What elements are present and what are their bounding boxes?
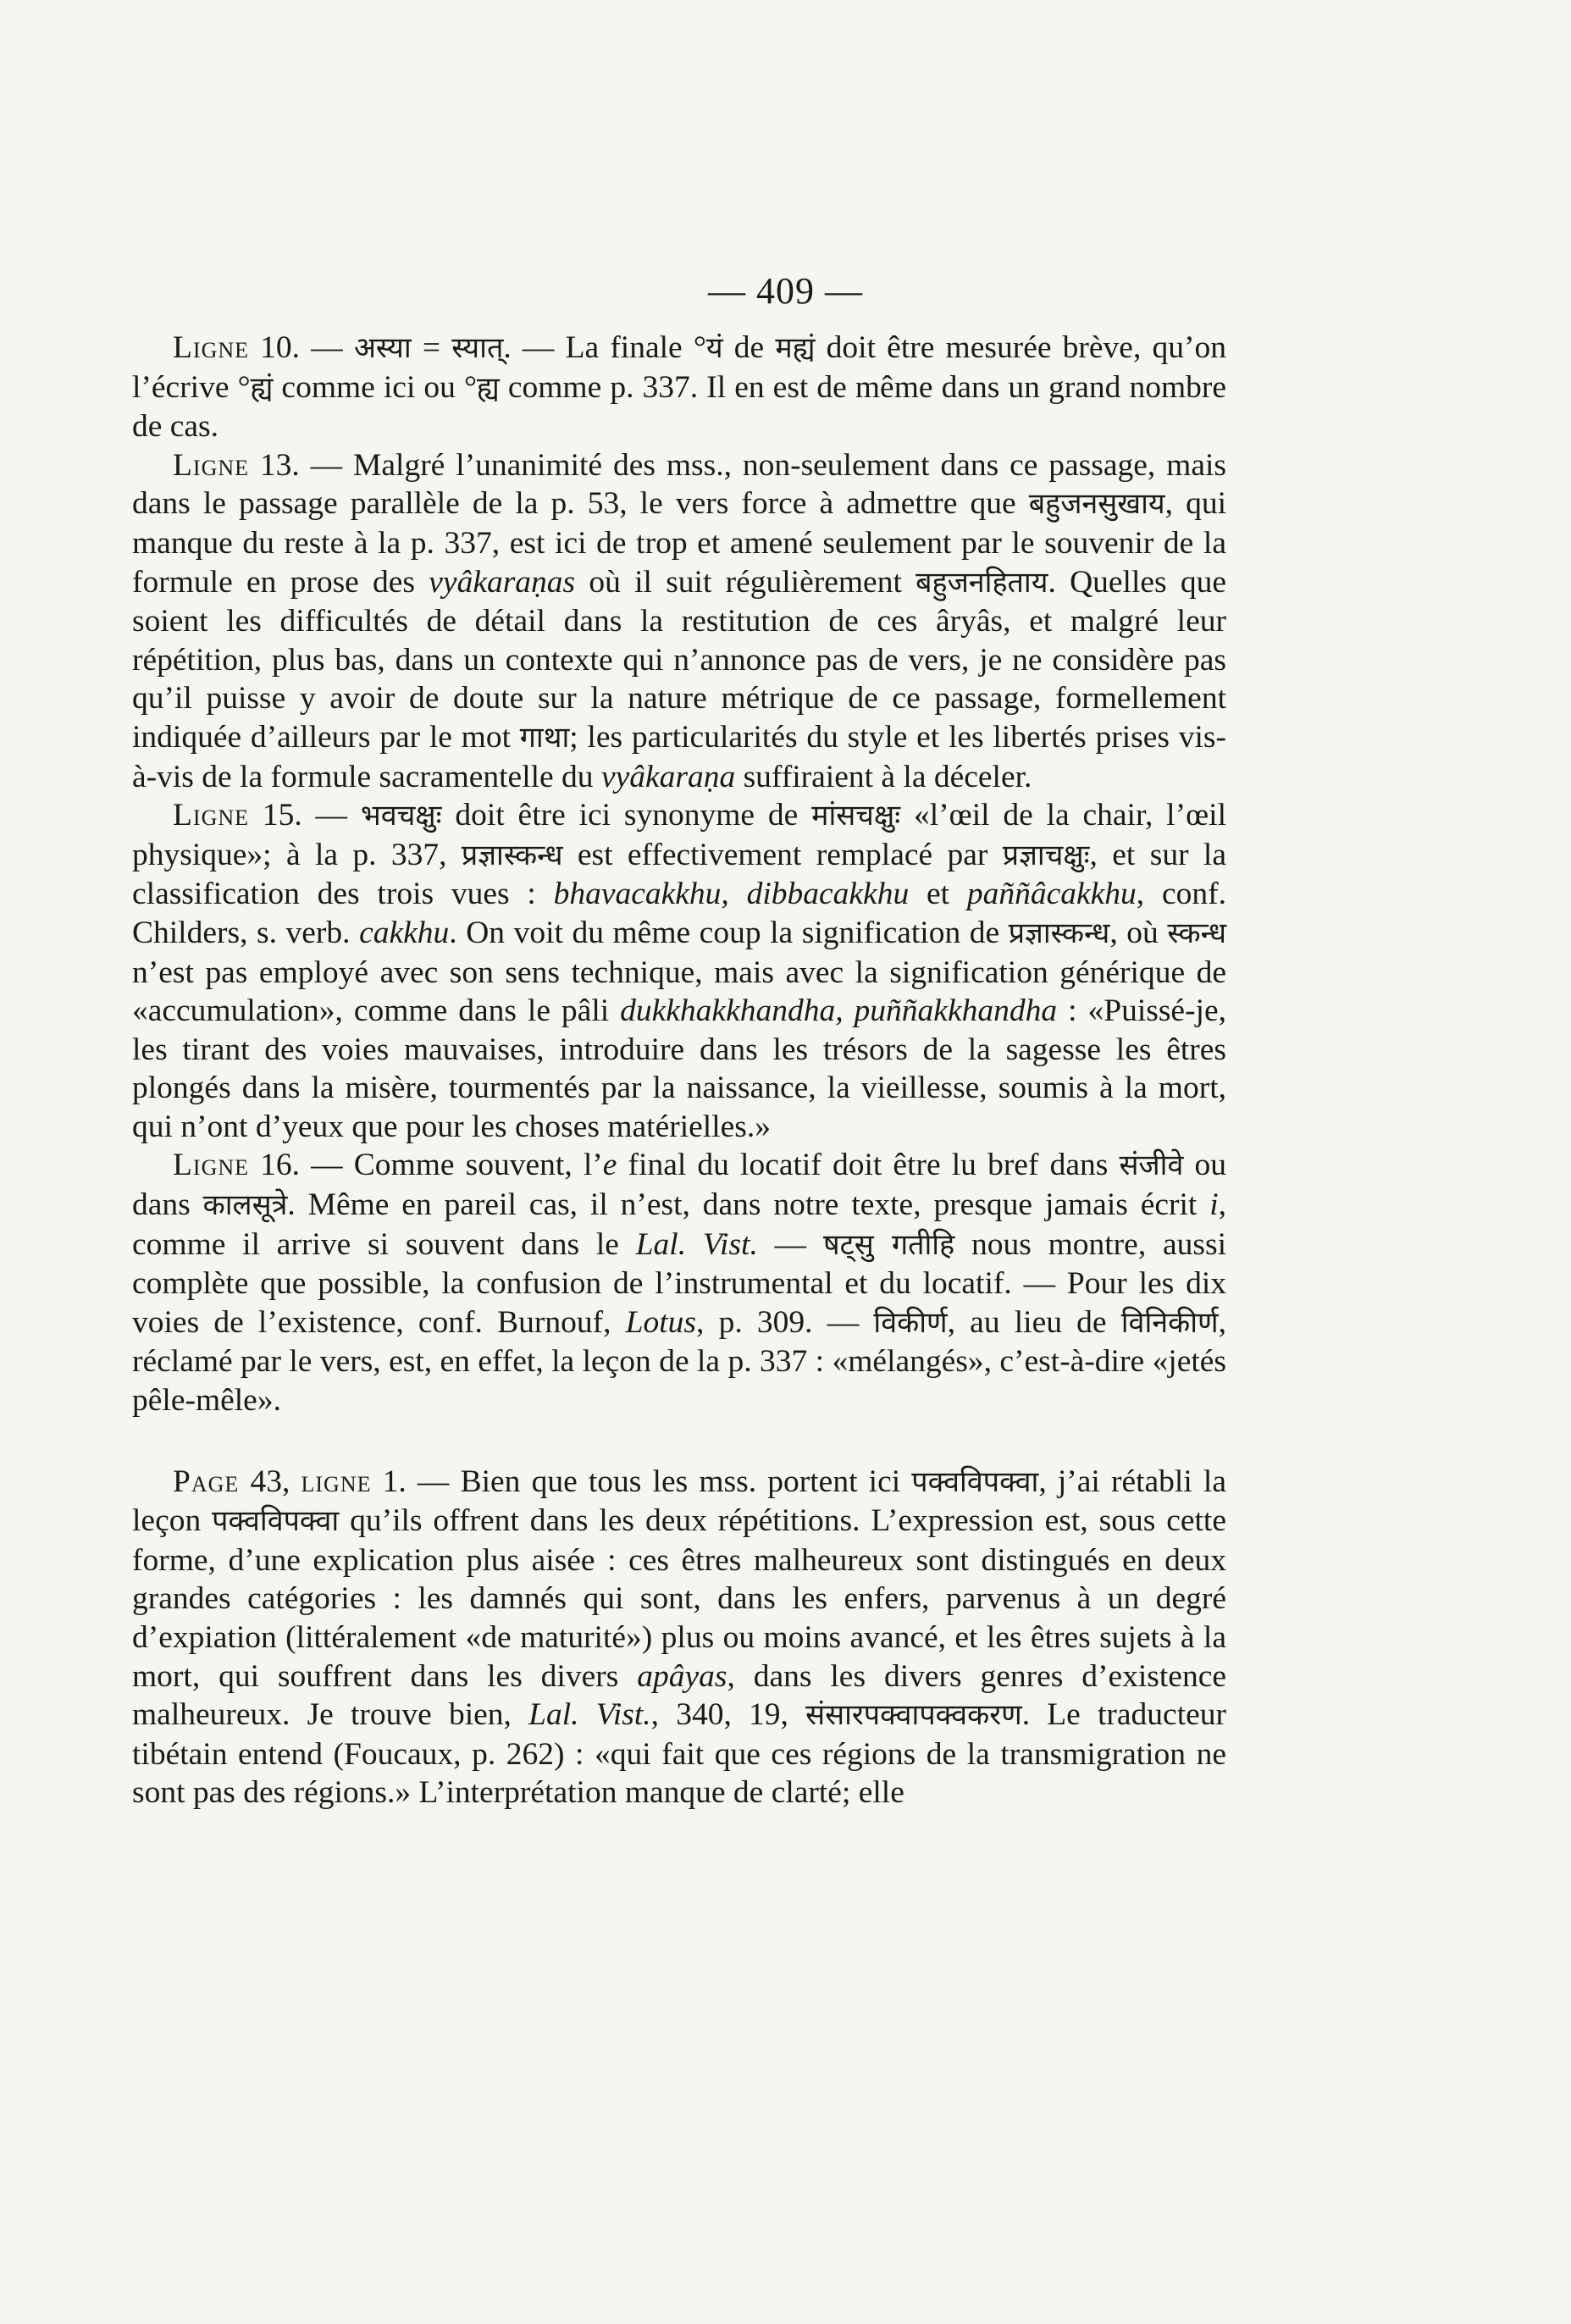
devanagari-term: संसारपक्वापक्वकरण	[805, 1698, 1022, 1733]
devanagari-term: ह्य	[477, 370, 500, 405]
italic-term: Lotus	[625, 1304, 697, 1340]
text-run: , et sur la classification des trois vues :	[132, 837, 1226, 912]
text-run: et	[909, 877, 967, 912]
text-run: =	[411, 330, 452, 365]
text-run: qu’ils offrent dans les deux répétitions. L’expression est, sous cette forme, d’une explication plus aisée : ces êtres malheureux sont distingués en deux grandes catégories : les damnés qui sont, dans les enfers, parvenus à un degré d’expiation (littéralement «de maturité») plus ou moins avancé, et les êtres sujets à la mort, qui souffrent dans les divers	[132, 1503, 1226, 1694]
text-run: 1. — Bien que tous les mss. portent ici	[371, 1464, 912, 1499]
italic-term: Lal. Vist.	[528, 1697, 651, 1733]
devanagari-term: प्रज्ञास्कन्ध	[461, 838, 563, 872]
text-run: , au lieu de	[947, 1304, 1121, 1340]
devanagari-term: गाथा	[519, 720, 570, 755]
label: Ligne	[173, 330, 249, 365]
devanagari-term: मह्यं	[775, 331, 816, 365]
devanagari-term: बहुजनसुखाय	[1028, 487, 1165, 522]
paragraph-ligne-16	[132, 1146, 1226, 1419]
devanagari-term: पक्वविपक्वा	[212, 1504, 340, 1539]
devanagari-term: बहुजनहिताय	[915, 565, 1048, 600]
text-run: 15. —	[249, 798, 361, 833]
text-run: . Même en pareil cas, il n’est, dans notre texte, presque jamais écrit	[287, 1187, 1210, 1223]
text-run: 13. — Malgré l’unanimité des mss., non-seulement dans ce passage, mais dans le passage parallèle de la p. 53, le vers force à admettre que	[132, 447, 1226, 522]
devanagari-term: भवचक्षुः	[360, 799, 442, 833]
paragraph-page-43-ligne-1	[132, 1463, 1226, 1812]
devanagari-term: संजीवे	[1119, 1148, 1184, 1183]
text-run: ; les particularités du style et les libertés prises vis-à-vis de la formule sacramentelle du	[132, 719, 1226, 794]
devanagari-term: पक्वविपक्वा	[911, 1464, 1039, 1499]
devanagari-term: अस्या	[353, 331, 412, 365]
text-run: 43,	[239, 1464, 301, 1499]
label: Ligne	[173, 1148, 249, 1183]
text-run: 10. —	[249, 330, 354, 365]
paragraph-ligne-10	[132, 329, 1226, 446]
text-run: , j’ai rétabli la leçon	[132, 1464, 1226, 1539]
devanagari-term: यं	[705, 331, 723, 365]
paragraph-ligne-13	[132, 446, 1226, 796]
text-run: 16. — Comme souvent, l’	[249, 1148, 603, 1183]
devanagari-term: विकीर्ण	[873, 1305, 948, 1340]
italic-term: e	[602, 1148, 617, 1183]
italic-term: apâyas	[637, 1658, 727, 1694]
text-run: nous montre, aussi complète que possible, la confusion de l’instrumental et du locatif. — Pour les dix voies de l’existence, conf. Burnouf,	[132, 1226, 1226, 1340]
devanagari-term: स्कन्ध	[1167, 916, 1226, 950]
text-run: , comme il arrive si souvent dans le	[132, 1187, 1226, 1262]
italic-term: i	[1209, 1187, 1219, 1223]
text-run: . Quelles que soient les difficultés de détail dans la restitution de ces âryâs, et malgré leur répétition, plus bas, dans un contexte qui n’annonce pas de vers, je ne considère pas qu’il puisse y avoir de doute sur la nature métrique de ce passage, formellement indiquée d’ailleurs par le mot	[132, 564, 1227, 755]
body-text	[132, 329, 1226, 1812]
text-run: ou dans	[132, 1148, 1227, 1223]
text-run: , réclamé par le vers, est, en effet, la leçon de la p. 337 : «mélangés», c’est-à-dire «jetés pêle-mêle».	[132, 1304, 1227, 1419]
text-run: , conf. Childers, s. verb.	[132, 877, 1226, 950]
devanagari-term: स्यात्	[451, 331, 504, 365]
text-run: n’est pas employé avec son sens technique, mais avec la signification générique de «accumulation», comme dans le pâli	[132, 955, 1226, 1029]
text-run: comme p. 337. Il en est de même dans un grand nombre de cas.	[132, 369, 1226, 445]
text-run: , dans les divers genres d’existence malheureux. Je trouve bien,	[132, 1658, 1226, 1733]
text-run: , 340, 19,	[650, 1697, 806, 1733]
text-run: est effectivement remplacé par	[562, 837, 1003, 872]
text-run: doit être ici synonyme de	[441, 798, 812, 833]
italic-term: vyâkaraṇas	[429, 564, 576, 600]
text-run: suffiraient à la déceler.	[735, 759, 1032, 794]
text-run: . — La finale °	[503, 330, 706, 365]
text-run: . Le traducteur tibétain entend (Foucaux, p. 262) : «qui fait que ces régions de la transmigration ne sont pas des régions.» L’interprétation manque de clarté; elle	[132, 1697, 1226, 1811]
text-run: —	[757, 1226, 823, 1262]
text-run: , qui manque du reste à la p. 337, est ici de trop et amené seulement par le souvenir de la formule en prose des	[132, 486, 1227, 600]
devanagari-term: षट्सु गतीहि	[822, 1227, 955, 1262]
devanagari-term: प्रज्ञास्कन्ध	[1008, 916, 1110, 950]
italic-term: dukkhakkhandha, puññakkhandha	[620, 993, 1058, 1029]
text-run: , où	[1109, 915, 1168, 950]
devanagari-term: कालसूत्रे	[202, 1188, 288, 1223]
paragraph-ligne-15	[132, 796, 1226, 1146]
italic-term: bhavacakkhu, dibbacakkhu	[553, 877, 910, 912]
label: Ligne	[173, 447, 249, 483]
text-run: , p. 309. —	[696, 1304, 874, 1340]
devanagari-term: ह्यं	[250, 370, 274, 405]
text-run: doit être mesurée brève, qu’on l’écrive °	[132, 330, 1226, 405]
italic-term: Lal. Vist.	[635, 1226, 758, 1262]
italic-term: vyâkaraṇa	[600, 759, 736, 794]
text-run: où il suit régulièrement	[575, 564, 916, 600]
text-run: . On voit du même coup la signification de	[449, 915, 1009, 950]
devanagari-term: प्रज्ञाचक्षुः	[1002, 838, 1090, 872]
text-run: comme ici ou °	[273, 369, 478, 405]
italic-term: cakkhu	[359, 915, 450, 950]
text-run: «l’œil de la chair, l’œil physique»; à la p. 337,	[132, 798, 1226, 872]
text-run: : «Puissé-je, les tirant des voies mauvaises, introduire dans les trésors de la sagesse les êtres plongés dans la misère, tourmentés par la naissance, la vieillesse, soumis à la mort, qui n’ont d’yeux que pour les choses matérielles.»	[132, 993, 1226, 1144]
text-run: de	[722, 330, 776, 365]
text-run: final du locatif doit être lu bref dans	[617, 1148, 1120, 1183]
label: ligne	[301, 1464, 372, 1499]
devanagari-term: विनिकीर्ण	[1120, 1305, 1219, 1340]
devanagari-term: मांसचक्षुः	[811, 799, 901, 833]
italic-term: paññâcakkhu	[966, 877, 1137, 912]
label: Ligne	[173, 798, 249, 833]
page-number: — 409 —	[708, 270, 863, 312]
label: Page	[173, 1464, 240, 1499]
